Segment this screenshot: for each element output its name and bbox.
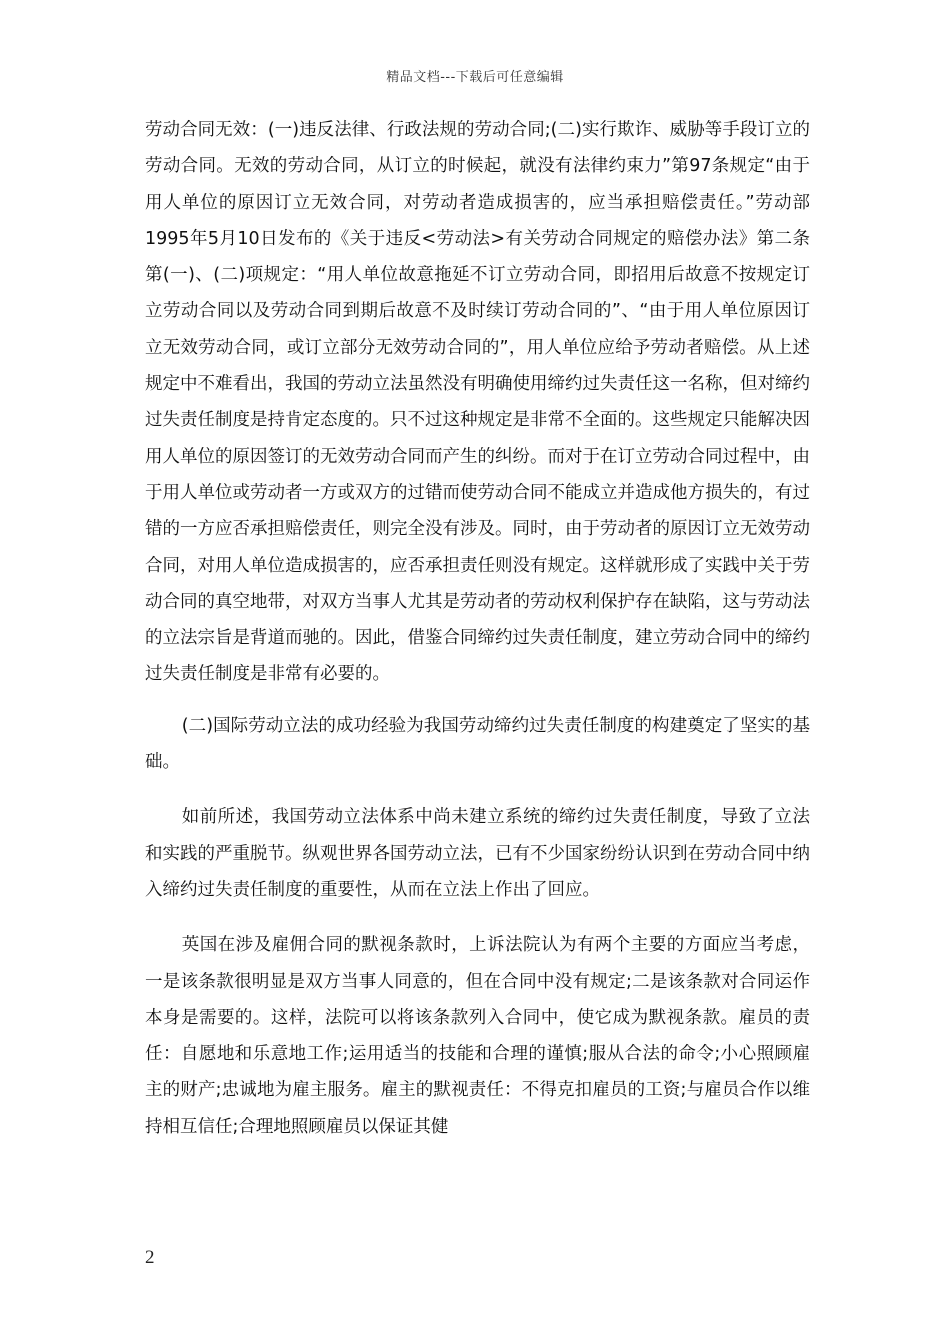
- page-number: 2: [145, 1247, 155, 1268]
- page-header: 精品文档---下载后可任意编辑: [386, 70, 564, 85]
- paragraph-3: 如前所述，我国劳动立法体系中尚未建立系统的缔约过失责任制度，导致了立法和实践的严重脱节。纵观世界各国劳动立法，已有不少国家纷纷认识到在劳动合同中纳入缔约过失责任制度的重要性，从而在立法上作出了回应。: [145, 807, 810, 900]
- paragraph-2: (二)国际劳动立法的成功经验为我国劳动缔约过失责任制度的构建奠定了坚实的基础。: [145, 715, 810, 773]
- document-body: [145, 112, 810, 1145]
- paragraph-1: 劳动合同无效：(一)违反法律、行政法规的劳动合同;(二)实行欺诈、威胁等手段订立的劳动合同。无效的劳动合同，从订立的时候起，就没有法律约束力”第97条规定“由于用人单位的原因订立无效合同，对劳动者造成损害的，应当承担赔偿责任。”劳动部1995年5月10日发布的《关于违反<劳动法>有关劳动合同规定的赔偿办法》第二条第(一)、(二)项规定：“用人单位故意拖延不订立劳动合同，即招用后故意不按规定订立劳动合同以及劳动合同到期后故意不及时续订劳动合同的”、“由于用人单位原因订立无效劳动合同，或订立部分无效劳动合同的”，用人单位应给予劳动者赔偿。从上述规定中不难看出，我国的劳动立法虽然没有明确使用缔约过失责任这一名称，但对缔约过失责任制度是持肯定态度的。只不过这种规定是非常不全面的。这些规定只能解决因用人单位的原因签订的无效劳动合同而产生的纠纷。而对于在订立劳动合同过程中，由于用人单位或劳动者一方或双方的过错而使劳动合同不能成立并造成他方损失的，有过错的一方应否承担赔偿责任，则完全没有涉及。同时，由于劳动者的原因订立无效劳动合同，对用人单位造成损害的，应否承担责任则没有规定。这样就形成了实践中关于劳动合同的真空地带，对双方当事人尤其是劳动者的劳动权利保护存在缺陷，这与劳动法的立法宗旨是背道而驰的。因此，借鉴合同缔约过失责任制度，建立劳动合同中的缔约过失责任制度是非常有必要的。: [145, 120, 810, 685]
- paragraph-4: 英国在涉及雇佣合同的默视条款时，上诉法院认为有两个主要的方面应当考虑，一是该条款很明显是双方当事人同意的，但在合同中没有规定;二是该条款对合同运作本身是需要的。这样，法院可以将该条款列入合同中，使它成为默视条款。雇员的责任：自愿地和乐意地工作;运用适当的技能和合理的谨慎;服从合法的命令;小心照顾雇主的财产;忠诚地为雇主服务。雇主的默视责任：不得克扣雇员的工资;与雇员合作以维持相互信任;合理地照顾雇员以保证其健: [145, 935, 810, 1137]
